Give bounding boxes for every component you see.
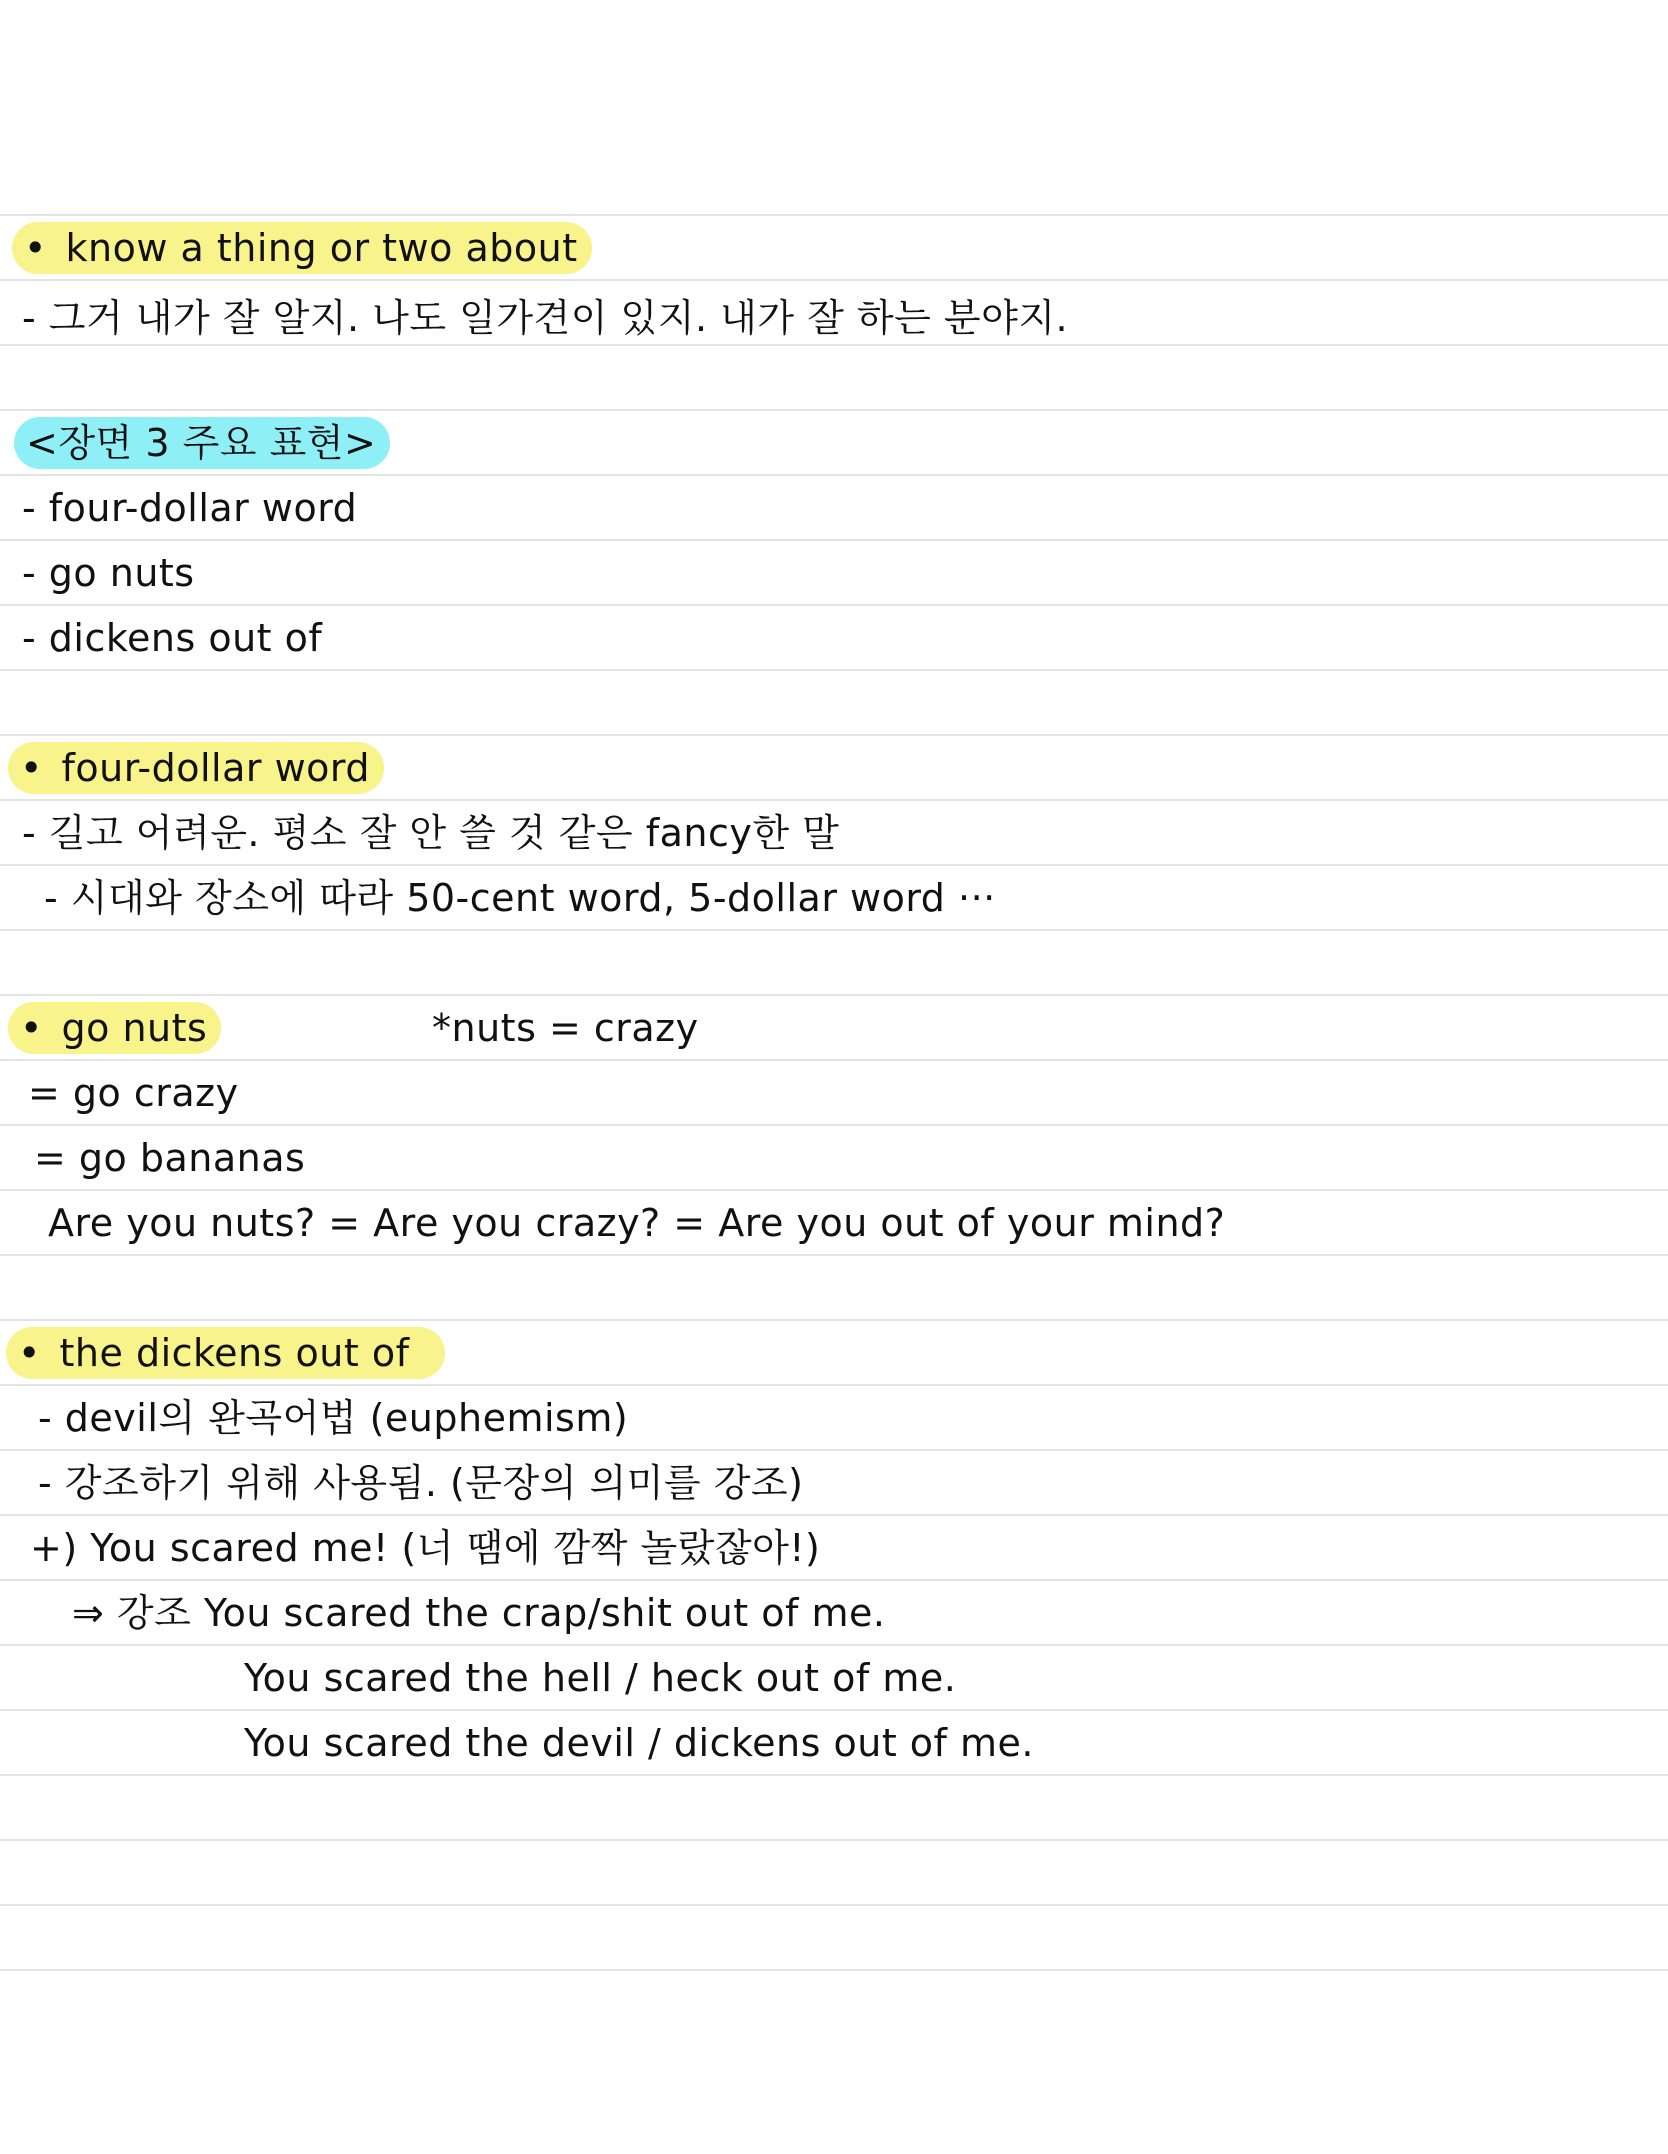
- go-nuts-heading-highlight: [8, 1002, 221, 1054]
- ruled-line: [0, 669, 1668, 671]
- dickens-line-5: You scared the hell / heck out of me.: [244, 1656, 957, 1700]
- ruled-line: [0, 604, 1668, 606]
- ruled-line: [0, 1774, 1668, 1776]
- go-nuts-line-2: = go bananas: [34, 1136, 306, 1180]
- ruled-line: [0, 1254, 1668, 1256]
- ruled-line: [0, 1969, 1668, 1971]
- ruled-line: [0, 994, 1668, 996]
- scene-heading-line: [14, 417, 390, 469]
- four-dollar-heading-highlight: [8, 742, 384, 794]
- go-nuts-line-1: = go crazy: [28, 1071, 239, 1115]
- ruled-line: [0, 409, 1668, 411]
- ruled-line: [0, 539, 1668, 541]
- ruled-line: [0, 1579, 1668, 1581]
- dickens-heading-line: [6, 1327, 445, 1379]
- ruled-line: [0, 474, 1668, 476]
- bullet-icon: •: [20, 1006, 43, 1050]
- four-dollar-line-2: - 시대와 장소에 따라 50-cent word, 5-dollar word ···: [44, 876, 996, 920]
- ruled-line: [0, 1124, 1668, 1126]
- go-nuts-heading: go nuts: [61, 1006, 208, 1050]
- ruled-line: [0, 1189, 1668, 1191]
- ruled-line: [0, 1644, 1668, 1646]
- four-dollar-heading-line: [8, 742, 384, 794]
- know-heading-line: [12, 222, 592, 274]
- ruled-line: [0, 1514, 1668, 1516]
- go-nuts-note: *nuts = crazy: [432, 1006, 699, 1050]
- ruled-line: [0, 1384, 1668, 1386]
- go-nuts-line-3: Are you nuts? = Are you crazy? = Are you out of your mind?: [48, 1201, 1226, 1245]
- dickens-line-1: - devil의 완곡어법 (euphemism): [38, 1396, 629, 1440]
- ruled-line: [0, 1904, 1668, 1906]
- bullet-icon: •: [24, 226, 47, 270]
- ruled-line: [0, 734, 1668, 736]
- dickens-line-4: ⇒ 강조 You scared the crap/shit out of me.: [72, 1591, 886, 1635]
- ruled-line: [0, 929, 1668, 931]
- ruled-line: [0, 864, 1668, 866]
- dickens-line-3: +) You scared me! (너 땜에 깜짝 놀랐잖아!): [30, 1526, 821, 1570]
- scene-item-3: - dickens out of: [22, 616, 323, 660]
- scene-item-2: - go nuts: [22, 551, 195, 595]
- know-heading-highlight: [12, 222, 592, 274]
- dickens-line-6: You scared the devil / dickens out of me.: [244, 1721, 1034, 1765]
- ruled-line: [0, 1319, 1668, 1321]
- bullet-icon: •: [20, 746, 43, 790]
- know-line-1: - 그거 내가 잘 알지. 나도 일가견이 있지. 내가 잘 하는 분야지.: [22, 296, 1069, 340]
- four-dollar-line-1: - 길고 어려운. 평소 잘 안 쓸 것 같은 fancy한 말: [22, 811, 840, 855]
- ruled-line: [0, 1839, 1668, 1841]
- dickens-heading-highlight: [6, 1327, 445, 1379]
- go-nuts-heading-line: [8, 1002, 221, 1054]
- ruled-line: [0, 799, 1668, 801]
- scene-heading: <장면 3 주요 표현>: [14, 417, 390, 469]
- four-dollar-heading: four-dollar word: [61, 746, 371, 790]
- ruled-line: [0, 214, 1668, 216]
- bullet-icon: •: [18, 1331, 41, 1375]
- ruled-line: [0, 279, 1668, 281]
- know-heading: know a thing or two about: [65, 226, 578, 270]
- ruled-line: [0, 1449, 1668, 1451]
- dickens-line-2: - 강조하기 위해 사용됨. (문장의 의미를 강조): [38, 1461, 804, 1505]
- dickens-heading: the dickens out of: [59, 1331, 410, 1375]
- scene-item-1: - four-dollar word: [22, 486, 358, 530]
- ruled-line: [0, 1059, 1668, 1061]
- ruled-line: [0, 344, 1668, 346]
- ruled-line: [0, 1709, 1668, 1711]
